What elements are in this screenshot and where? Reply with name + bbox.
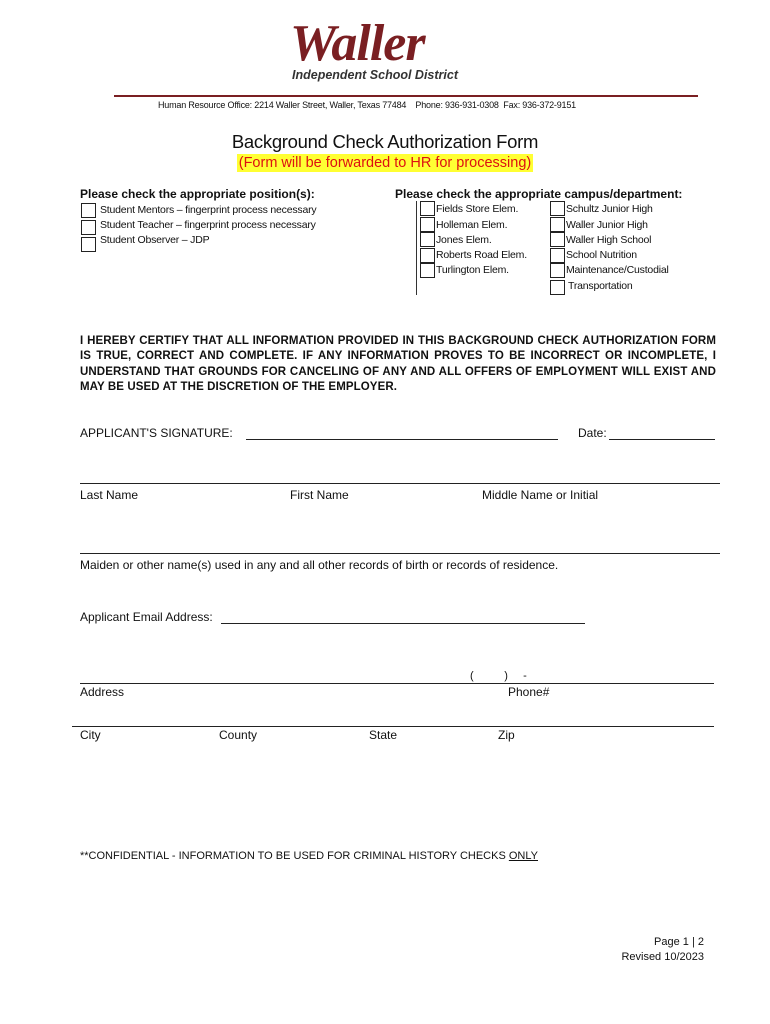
campus-label-transportation: Transportation — [568, 280, 633, 292]
confidential-note-text: **CONFIDENTIAL - INFORMATION TO BE USED FOR CRIMINAL HISTORY CHECKS — [80, 850, 509, 862]
position-checkbox-observer[interactable] — [81, 237, 96, 252]
campus-label-fields-store: Fields Store Elem. — [436, 203, 519, 215]
email-label: Applicant Email Address: — [80, 610, 213, 624]
certification-statement: I HEREBY CERTIFY THAT ALL INFORMATION PROVIDED IN THIS BACKGROUND CHECK AUTHORIZATION FORM IS TRUE, CORRECT AND COMPLETE. IF ANY INFORMATION PROVES TO BE INCORRECT OR INCOMPLETE, I UNDERSTAND THAT GROUNDS FOR CANCELING OF ANY AND ALL OFFERS OF EMPLOYMENT WILL EXIST AND MAY BE USED AT THE DISCRETION OF THE EMPLOYER. — [80, 335, 716, 393]
campus-label-holleman: Holleman Elem. — [436, 219, 508, 231]
positions-heading: Please check the appropriate position(s): — [80, 187, 315, 201]
city-county-state-zip-field[interactable] — [72, 713, 714, 727]
campus-label-nutrition: School Nutrition — [566, 249, 637, 261]
position-checkbox-mentors[interactable] — [81, 203, 96, 218]
address-label: Address — [80, 685, 125, 699]
header-rule — [114, 95, 698, 97]
position-label-teacher: Student Teacher – fingerprint process necessary — [100, 219, 316, 231]
date-field[interactable] — [609, 426, 715, 440]
maiden-name-field[interactable] — [80, 540, 720, 554]
page-info — [600, 935, 704, 965]
district-logo: Waller — [290, 15, 425, 72]
campus-checkbox-jones[interactable] — [420, 232, 435, 247]
district-logo-subtitle: Independent School District — [292, 68, 458, 82]
campus-label-jones: Jones Elem. — [436, 234, 492, 246]
signature-field[interactable] — [246, 426, 558, 440]
campus-checkbox-waller-jh[interactable] — [550, 217, 565, 232]
first-name-label: First Name — [290, 488, 349, 502]
maiden-name-label: Maiden or other name(s) used in any and all other records of birth or records of residence. — [80, 558, 559, 572]
signature-label: APPLICANT'S SIGNATURE: — [80, 426, 233, 440]
position-checkbox-teacher[interactable] — [81, 220, 96, 235]
campus-checkbox-fields-store[interactable] — [420, 201, 435, 216]
campus-checkbox-nutrition[interactable] — [550, 248, 565, 263]
contact-info: Human Resource Office: 2214 Waller Street, Waller, Texas 77484 Phone: 936-931-0308 Fax: 936-372-9151 — [158, 100, 576, 110]
revised-date: Revised 10/2023 — [621, 951, 704, 963]
phone-label: Phone# — [508, 685, 550, 699]
zip-label: Zip — [498, 728, 515, 742]
last-name-label: Last Name — [80, 488, 139, 502]
middle-name-label: Middle Name or Initial — [482, 488, 599, 502]
form-subtitle: (Form will be forwarded to HR for processing) — [238, 155, 532, 171]
name-field[interactable] — [80, 470, 720, 484]
campus-checkbox-transportation[interactable] — [550, 280, 565, 295]
county-label: County — [219, 728, 258, 742]
confidential-note-only: ONLY — [508, 850, 538, 862]
position-label-observer: Student Observer – JDP — [100, 234, 210, 246]
campus-label-waller-jh: Waller Junior High — [566, 219, 648, 231]
campus-label-maintenance: Maintenance/Custodial — [566, 264, 669, 276]
email-field[interactable] — [221, 610, 585, 624]
campus-checkbox-roberts-road[interactable] — [420, 248, 435, 263]
campus-checkbox-waller-hs[interactable] — [550, 232, 565, 247]
campus-heading: Please check the appropriate campus/department: — [395, 187, 683, 201]
city-label: City — [80, 728, 101, 742]
campus-label-roberts-road: Roberts Road Elem. — [436, 249, 527, 261]
confidential-note — [80, 850, 538, 862]
position-label-mentors: Student Mentors – fingerprint process necessary — [100, 204, 317, 216]
form-title: Background Check Authorization Form — [231, 131, 539, 152]
campus-checkbox-schultz[interactable] — [550, 201, 565, 216]
phone-mask: ( ) - — [470, 670, 527, 682]
page-number: Page 1 | 2 — [654, 936, 704, 948]
campus-divider — [416, 201, 417, 295]
address-phone-field[interactable] — [80, 670, 714, 684]
form-subtitle-wrap — [0, 154, 770, 172]
campus-checkbox-maintenance[interactable] — [550, 263, 565, 278]
date-label: Date: — [578, 426, 607, 440]
campus-checkbox-holleman[interactable] — [420, 217, 435, 232]
state-label: State — [369, 728, 398, 742]
campus-label-turlington: Turlington Elem. — [436, 264, 509, 276]
campus-label-waller-hs: Waller High School — [566, 234, 652, 246]
campus-label-schultz: Schultz Junior High — [566, 203, 653, 215]
campus-checkbox-turlington[interactable] — [420, 263, 435, 278]
